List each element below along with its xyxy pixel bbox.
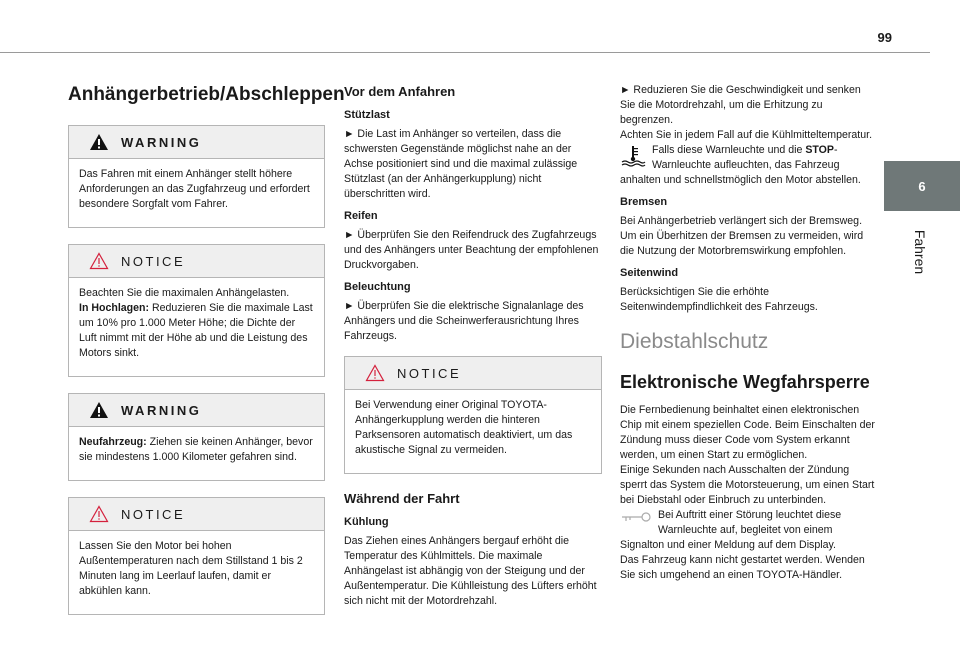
subsection-heading: Seitenwind xyxy=(620,267,679,279)
paragraph: Berücksichtigen Sie die erhöhte Seitenwindempfindlichkeit des Fahrzeugs. xyxy=(620,286,818,313)
warning-bold: Neufahrzeug: xyxy=(79,436,147,448)
warning-text: Ziehen sie keinen Anhänger, bevor sie mindestens 1.000 Kilometer gefahren sind. xyxy=(79,436,313,463)
warning-box xyxy=(68,393,325,481)
notice-triangle-icon xyxy=(365,364,385,382)
notice-text: Lassen Sie den Motor bei hohen Außentemperaturen nach dem Stillstand 1 bis 2 Minuten lang im Leerlauf laufen, damit er abkühlen kann. xyxy=(79,540,303,597)
paragraph: Die Fernbedienung beinhaltet einen elektronischen Chip mit einem speziellen Code. Beim Einschalten der Zündung muss dieser Code vom System erkannt werden, um einen Start zu ermöglichen. xyxy=(620,404,875,461)
notice-text-2: Reduzieren Sie die maximale Last um 10% pro 1.000 Meter Höhe; die Dichte der Luft nimmt mit der Höhe ab und die Leistung des Motors sinkt. xyxy=(79,302,313,359)
notice-triangle-icon xyxy=(89,505,109,523)
paragraph: Bei Anhängerbetrieb verlängert sich der Bremsweg. Um ein Überhitzen der Bremsen zu vermeiden, wird die Nutzung der Motorbremswirkung empfohlen. xyxy=(620,215,864,257)
notice-box xyxy=(68,497,325,615)
subsection-heading: Stützlast xyxy=(344,109,390,121)
page-number: 99 xyxy=(877,30,892,45)
paragraph: Falls diese Warnleuchte und die xyxy=(652,144,806,156)
subsection-heading: Beleuchtung xyxy=(344,281,411,293)
subsection-heading: Reifen xyxy=(344,210,378,222)
warning-heading: WARNING xyxy=(121,402,202,418)
coolant-temperature-icon xyxy=(620,145,646,167)
paragraph: Einige Sekunden nach Ausschalten der Zündung sperrt das System die Motorsteuerung, um einen Start bei Diebstahl oder Einbruch zu unterbinden. xyxy=(620,464,875,506)
warning-triangle-icon xyxy=(89,401,109,419)
paragraph: ► Reduzieren Sie die Geschwindigkeit und senken Sie die Motordrehzahl, um die Erhitzung zu begrenzen. xyxy=(620,84,861,126)
chapter-label: Fahren xyxy=(912,229,928,275)
warning-heading: WARNING xyxy=(121,134,202,150)
paragraph: Das Fahrzeug kann nicht gestartet werden. Wenden Sie sich umgehend an einen TOYOTA-Händler. xyxy=(620,554,865,581)
warning-text: Das Fahren mit einem Anhänger stellt höhere Anforderungen an das Zugfahrzeug und erfordert besondere Sorgfalt vom Fahrer. xyxy=(79,168,310,210)
immobilizer-key-icon xyxy=(620,510,652,524)
section-heading: Während der Fahrt xyxy=(344,491,460,506)
chapter-tab[interactable]: 6 xyxy=(884,161,960,211)
paragraph: Das Ziehen eines Anhängers bergauf erhöht die Temperatur des Kühlmittels. Die maximale Anhängelast ist abhängig von der Steigung und der Außentemperatur. Die Kühlleistung des Lüfters erhöht sich nicht mit der Motordrehzahl. xyxy=(344,535,597,607)
notice-heading: NOTICE xyxy=(397,365,462,381)
notice-heading: NOTICE xyxy=(121,253,186,269)
paragraph: -Warnleuchte aufleuchten, das Fahrzeug anhalten und schnellstmöglich den Motor abstellen. xyxy=(620,144,861,186)
notice-triangle-icon xyxy=(89,252,109,270)
paragraph: ► Die Last im Anhänger so verteilen, dass die schwersten Gegenstände möglichst nahe an der Achse positioniert sind und die maximal zulässige Stützlast (an der Anhängerkupplung) nicht überschritten wird. xyxy=(344,128,578,200)
notice-heading: NOTICE xyxy=(121,506,186,522)
notice-box xyxy=(344,356,602,474)
header-divider xyxy=(0,52,930,53)
warning-triangle-icon xyxy=(89,133,109,151)
section-title: Diebstahlschutz xyxy=(620,330,769,353)
column-middle xyxy=(344,83,602,615)
subsection-heading: Kühlung xyxy=(344,516,389,528)
column-left xyxy=(68,83,345,631)
section-heading: Vor dem Anfahren xyxy=(344,84,456,99)
column-right xyxy=(620,83,878,589)
paragraph: Achten Sie in jedem Fall auf die Kühlmitteltemperatur. xyxy=(620,129,873,141)
notice-text: Bei Verwendung einer Original TOYOTA-Anhängerkupplung werden die hinteren Parksensoren automatisch deaktiviert, um das akustische Signal zu vermeiden. xyxy=(355,399,573,456)
notice-text: Beachten Sie die maximalen Anhängelasten. xyxy=(79,287,290,299)
notice-box xyxy=(68,244,325,377)
paragraph: Bei Auftritt einer Störung leuchtet diese Warnleuchte auf, begleitet von einem Signalton und einer Meldung auf dem Display. xyxy=(620,509,842,551)
warning-box xyxy=(68,125,325,228)
notice-bold: In Hochlagen: xyxy=(79,302,150,314)
stop-label: STOP xyxy=(805,144,834,156)
paragraph: ► Überprüfen Sie die elektrische Signalanlage des Anhängers und die Scheinwerferausrichtung Ihres Fahrzeugs. xyxy=(344,300,584,342)
section-heading: Elektronische Wegfahrsperre xyxy=(620,372,870,392)
subsection-heading: Bremsen xyxy=(620,196,668,208)
paragraph: ► Überprüfen Sie den Reifendruck des Zugfahrzeugs und des Anhängers unter Beachtung der empfohlenen Druckvorgaben. xyxy=(344,229,599,271)
section-title: Anhängerbetrieb/Abschleppen xyxy=(68,84,345,105)
